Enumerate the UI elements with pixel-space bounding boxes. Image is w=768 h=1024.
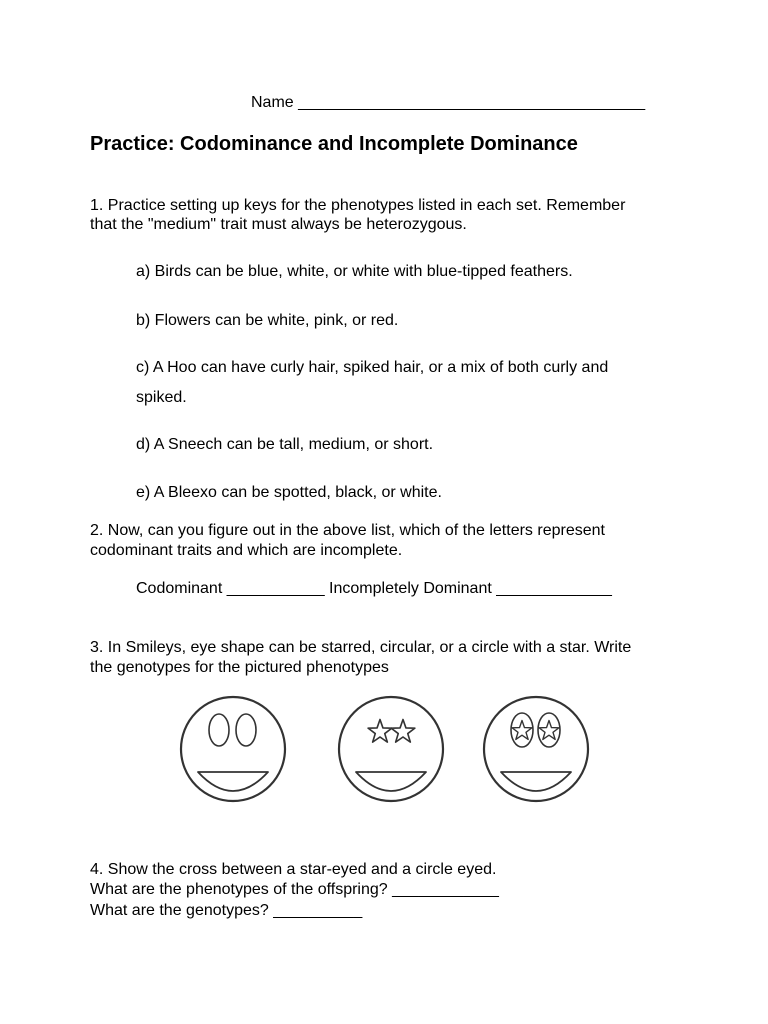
smiley-star-eyes bbox=[339, 697, 443, 801]
question-1-item-d: d) A Sneech can be tall, medium, or short. bbox=[136, 436, 434, 453]
question-3-line-1: 3. In Smileys, eye shape can be starred, circular, or a circle with a star. Write bbox=[90, 639, 632, 656]
question-1-item-a: a) Birds can be blue, white, or white with blue-tipped feathers. bbox=[136, 263, 573, 280]
question-4-line-3: What are the genotypes? __________ bbox=[90, 902, 363, 919]
question-2-line-2: codominant traits and which are incomplete. bbox=[90, 542, 403, 559]
question-1-line-1: 1. Practice setting up keys for the phenotypes listed in each set. Remember bbox=[90, 197, 626, 214]
name-field-line: Name _______________________________________ bbox=[251, 94, 646, 111]
question-3-line-2: the genotypes for the pictured phenotypes bbox=[90, 659, 389, 676]
question-1-item-c-continued: spiked. bbox=[136, 389, 187, 406]
question-2-answer-line: Codominant ___________ Incompletely Dominant _____________ bbox=[136, 580, 612, 597]
question-4-line-2: What are the phenotypes of the offspring? ____________ bbox=[90, 881, 499, 898]
question-1-line-2: that the "medium" trait must always be heterozygous. bbox=[90, 216, 467, 233]
smiley-circle-star-eyes bbox=[484, 697, 588, 801]
question-2-line-1: 2. Now, can you figure out in the above list, which of the letters represent bbox=[90, 522, 605, 539]
smiley-circle-eyes bbox=[181, 697, 285, 801]
question-1-item-c: c) A Hoo can have curly hair, spiked hair, or a mix of both curly and bbox=[136, 359, 609, 376]
question-1-item-b: b) Flowers can be white, pink, or red. bbox=[136, 312, 399, 329]
question-1-item-e: e) A Bleexo can be spotted, black, or white. bbox=[136, 484, 442, 501]
question-4-line-1: 4. Show the cross between a star-eyed and a circle eyed. bbox=[90, 861, 497, 878]
page-title: Practice: Codominance and Incomplete Dominance bbox=[90, 133, 578, 155]
smiley-faces-figure bbox=[170, 692, 600, 812]
